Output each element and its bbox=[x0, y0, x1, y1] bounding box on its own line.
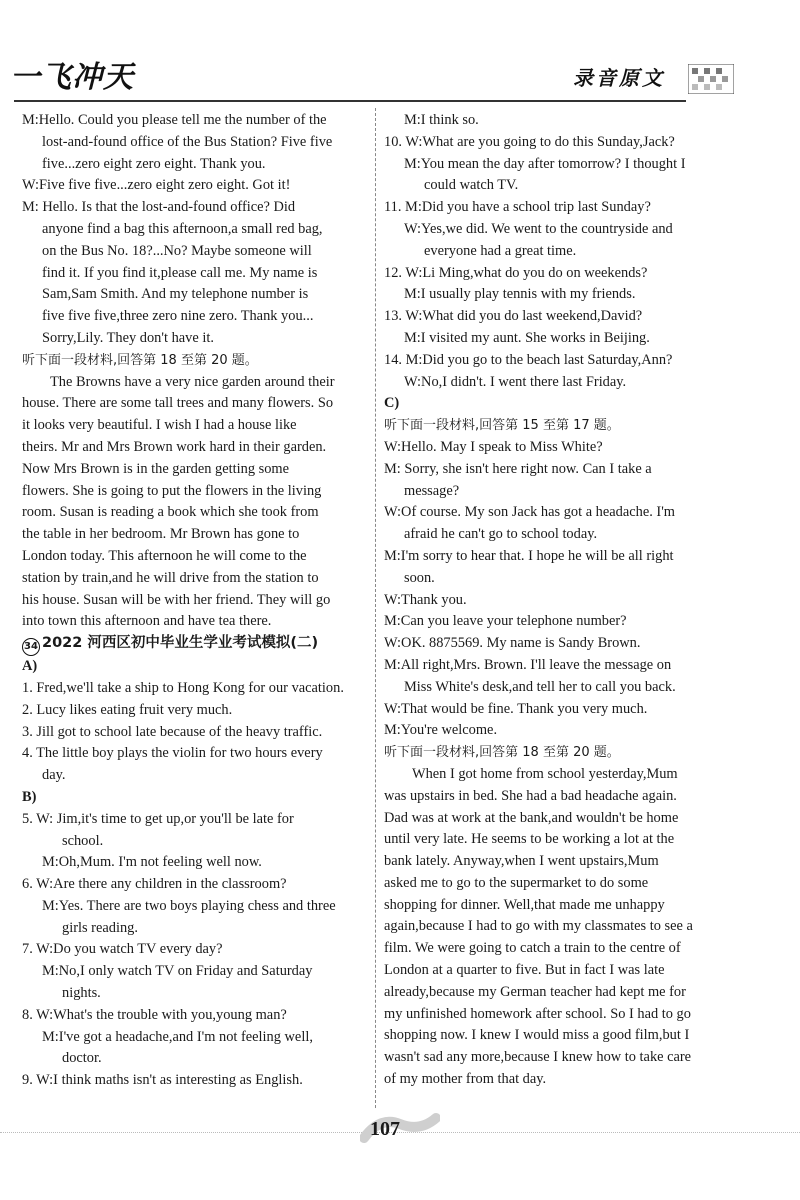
header-rule bbox=[14, 100, 686, 102]
instruction: 听下面一段材料,回答第 15 至第 17 题。 bbox=[384, 418, 620, 434]
text-line: Sam,Sam Smith. And my telephone number is bbox=[42, 286, 309, 303]
text-line: W:Five five five...zero eight zero eight. Got it! bbox=[22, 177, 291, 194]
text-line: Miss White's desk,and tell her to call you back. bbox=[404, 678, 676, 695]
text-line: M:You mean the day after tomorrow? I thought I bbox=[404, 155, 686, 172]
text-line: Now Mrs Brown is in the garden getting some bbox=[22, 460, 289, 477]
text-line: M: Hello. Is that the lost-and-found office? Did bbox=[22, 199, 296, 216]
text-line: house. There are some tall trees and many flowers. So bbox=[22, 395, 334, 412]
text-line: into town this afternoon and have tea there. bbox=[22, 613, 272, 630]
text-line: M:Oh,Mum. I'm not feeling well now. bbox=[42, 854, 262, 871]
text-line: M:Can you leave your telephone number? bbox=[384, 613, 627, 630]
text-line: my unfinished homework after school. So I had to go bbox=[384, 1005, 691, 1022]
section-name: 录音原文 bbox=[573, 66, 665, 90]
text-line: M: Sorry, she isn't here right now. Can I take a bbox=[384, 460, 652, 477]
text-line: five five five,three zero nine zero. Thank you... bbox=[42, 308, 314, 325]
text-line: message? bbox=[404, 482, 460, 499]
text-line: theirs. Mr and Mrs Brown work hard in their garden. bbox=[22, 438, 327, 455]
text-line: again,because I had to go with my classmates to see a bbox=[384, 918, 693, 935]
left-column bbox=[22, 110, 367, 1092]
text-line: W:That would be fine. Thank you very much. bbox=[384, 700, 648, 717]
text-line: girls reading. bbox=[62, 919, 138, 936]
text-line: 3. Jill got to school late because of the heavy traffic. bbox=[22, 723, 323, 740]
text-line: W:OK. 8875569. My name is Sandy Brown. bbox=[384, 635, 641, 652]
text-line: Dad was at work at the bank,and wouldn't be home bbox=[384, 809, 679, 826]
exam-section-title bbox=[22, 633, 367, 656]
text-line: When I got home from school yesterday,Mum bbox=[412, 765, 678, 782]
text-line: W:No,I didn't. I went there last Friday. bbox=[404, 373, 627, 390]
text-line: afraid he can't go to school today. bbox=[404, 526, 598, 543]
text-line: everyone had a great time. bbox=[424, 242, 577, 259]
text-line: on the Bus No. 18?...No? Maybe someone will bbox=[42, 242, 312, 259]
text-line: film. We were going to catch a train to the centre of bbox=[384, 940, 681, 957]
text-line: anyone find a bag this afternoon,a small red bag, bbox=[42, 220, 323, 237]
text-line: flowers. She is going to put the flowers in the living bbox=[22, 482, 322, 499]
instruction: 听下面一段材料,回答第 18 至第 20 题。 bbox=[384, 745, 620, 761]
text-line: lost-and-found office of the Bus Station? Five five bbox=[42, 133, 333, 150]
page-header bbox=[0, 0, 800, 110]
text-line: Sorry,Lily. They don't have it. bbox=[42, 329, 214, 346]
text-line: until very late. He seems to be working a lot at the bbox=[384, 831, 675, 848]
text-line: soon. bbox=[404, 569, 435, 586]
text-line: could watch TV. bbox=[424, 177, 519, 194]
text-line: find it. If you find it,please call me. My name is bbox=[42, 264, 318, 281]
text-line: London today. This afternoon he will come to the bbox=[22, 547, 307, 564]
text-line: of my mother from that day. bbox=[384, 1071, 547, 1088]
text-line: M:I usually play tennis with my friends. bbox=[404, 286, 636, 303]
text-line: day. bbox=[42, 767, 66, 784]
text-line: 1. Fred,we'll take a ship to Hong Kong for our vacation. bbox=[22, 679, 344, 696]
text-line: M:I've got a headache,and I'm not feeling well, bbox=[42, 1028, 313, 1045]
text-line: shopping now. I knew I would miss a good film,but I bbox=[384, 1027, 690, 1044]
text-line: M:Yes. There are two boys playing chess and three bbox=[42, 897, 336, 914]
text-line: 12. W:Li Ming,what do you do on weekends? bbox=[384, 264, 648, 281]
part-label: C) bbox=[384, 395, 400, 412]
text-line: nights. bbox=[62, 985, 101, 1002]
text-line: M:Hello. Could you please tell me the number of the bbox=[22, 112, 327, 128]
text-line: M:I'm sorry to hear that. I hope he will be all right bbox=[384, 547, 674, 564]
page-number: 107 bbox=[370, 1118, 400, 1140]
text-line: M:You're welcome. bbox=[384, 722, 498, 739]
text-line: W:Yes,we did. We went to the countryside and bbox=[404, 220, 673, 237]
text-line: 9. W:I think maths isn't as interesting as English. bbox=[22, 1072, 303, 1089]
text-line: W:Thank you. bbox=[384, 591, 467, 608]
text-line: doctor. bbox=[62, 1050, 102, 1067]
text-line: M:No,I only watch TV on Friday and Saturday bbox=[42, 963, 313, 980]
text-line: 7. W:Do you watch TV every day? bbox=[22, 941, 223, 958]
text-line: 6. W:Are there any children in the classroom? bbox=[22, 876, 287, 893]
text-line: M:All right,Mrs. Brown. I'll leave the message on bbox=[384, 656, 672, 673]
text-line: school. bbox=[62, 832, 104, 849]
text-line: room. Susan is reading a book which she took from bbox=[22, 504, 319, 521]
text-line: was upstairs in bed. She had a bad headache again. bbox=[384, 787, 677, 804]
text-line: 10. W:What are you going to do this Sunday,Jack? bbox=[384, 133, 675, 150]
part-label: B) bbox=[22, 788, 37, 805]
text-line: shopping for dinner. Well,that made me unhappy bbox=[384, 896, 665, 913]
text-line: bank lately. Anyway,when I went upstairs,Mum bbox=[384, 853, 659, 870]
text-line: M:I think so. bbox=[404, 112, 479, 128]
text-line: London at a quarter to five. But in fact I was late bbox=[384, 962, 665, 979]
text-line: it looks very beautiful. I wish I had a house like bbox=[22, 417, 297, 434]
text-line: 5. W: Jim,it's time to get up,or you'll be late for bbox=[22, 810, 294, 827]
text-line: five...zero eight zero eight. Thank you. bbox=[42, 155, 266, 172]
text-line: W:Hello. May I speak to Miss White? bbox=[384, 438, 603, 455]
text-line: his house. Susan will be with her friend. They will go bbox=[22, 591, 331, 608]
text-line: asked me to go to the supermarket to do some bbox=[384, 874, 649, 891]
text-line: 4. The little boy plays the violin for two hours every bbox=[22, 745, 323, 762]
text-line: station by train,and he will drive from the station to bbox=[22, 569, 319, 586]
text-line: 2. Lucy likes eating fruit very much. bbox=[22, 701, 233, 718]
text-line: 8. W:What's the trouble with you,young man? bbox=[22, 1006, 287, 1023]
text-line: wasn't sad any more,because I knew how to take care bbox=[384, 1049, 692, 1066]
text-line: 13. W:What did you do last weekend,David? bbox=[384, 308, 643, 325]
text-line: The Browns have a very nice garden around their bbox=[50, 373, 335, 390]
series-logo: 一飞冲天 bbox=[10, 60, 134, 95]
section-number: 34 bbox=[22, 638, 40, 656]
right-column bbox=[384, 110, 730, 1091]
column-divider bbox=[375, 108, 376, 1108]
text-line: W:Of course. My son Jack has got a headache. I'm bbox=[384, 504, 675, 521]
text-line: already,because my German teacher had kept me for bbox=[384, 983, 686, 1000]
text-line: M:I visited my aunt. She works in Beijing. bbox=[404, 329, 650, 346]
instruction: 听下面一段材料,回答第 18 至第 20 题。 bbox=[22, 352, 258, 368]
section-title-text: 2022 河西区初中毕业生学业考试模拟(二) bbox=[42, 635, 319, 652]
part-label: A) bbox=[22, 658, 38, 675]
text-line: 11. M:Did you have a school trip last Sunday? bbox=[384, 199, 651, 216]
text-line: 14. M:Did you go to the beach last Saturday,Ann? bbox=[384, 351, 673, 368]
text-line: the table in her bedroom. Mr Brown has gone to bbox=[22, 526, 300, 543]
checker-decoration-icon bbox=[688, 64, 734, 94]
